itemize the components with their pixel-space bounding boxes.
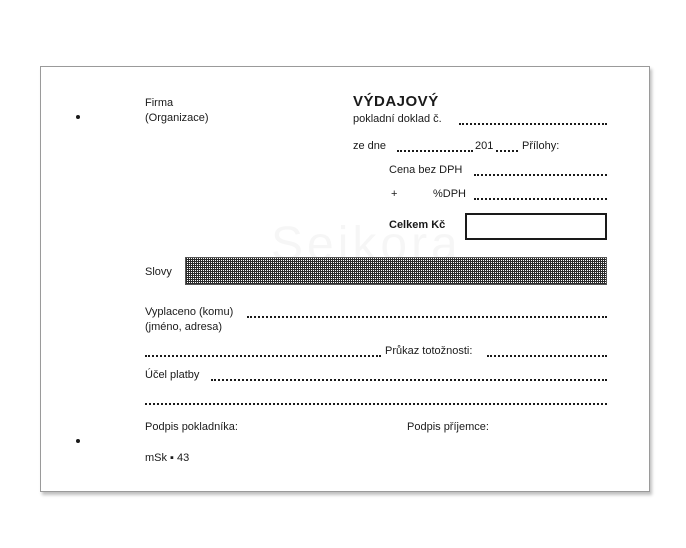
id-card-field[interactable] [487,355,607,357]
year-prefix: 201 [475,140,494,152]
date-label: ze dne [353,140,387,152]
payment-purpose-label: Účel platby [145,369,200,381]
payment-purpose-field[interactable] [211,379,607,381]
total-amount-box[interactable] [465,213,607,240]
price-without-vat-field[interactable] [474,174,607,176]
cashier-signature-label: Podpis pokladníka: [145,421,238,433]
punch-hole-bottom [76,439,80,443]
vat-field[interactable] [474,198,607,200]
paid-to-field[interactable] [247,316,607,318]
form-code: mSk ▪ 43 [145,452,190,464]
paid-to-label: Vyplaceno (komu) [145,306,234,318]
date-field[interactable] [397,150,473,152]
name-address-label: (jméno, adresa) [145,321,223,333]
voucher-number-field[interactable] [459,123,607,125]
cash-expense-voucher [40,66,650,492]
address-field[interactable] [145,355,381,357]
attachments-label: Přílohy: [522,140,560,152]
plus-sign: + [391,188,398,200]
firm-label: Firma [145,97,174,109]
amount-in-words-field[interactable] [185,257,607,285]
in-words-label: Slovy [145,266,172,278]
price-without-vat-label: Cena bez DPH [389,164,463,176]
total-label: Celkem Kč [389,219,446,231]
id-card-label: Průkaz totožnosti: [385,345,473,357]
punch-hole-top [76,115,80,119]
organization-label: (Organizace) [145,112,209,124]
year-field[interactable] [496,150,518,152]
voucher-title: VÝDAJOVÝ [353,93,439,110]
vat-label: %DPH [433,188,467,200]
payment-purpose-field-2[interactable] [145,403,607,405]
recipient-signature-label: Podpis příjemce: [407,421,489,433]
voucher-number-label: pokladní doklad č. [353,113,442,125]
